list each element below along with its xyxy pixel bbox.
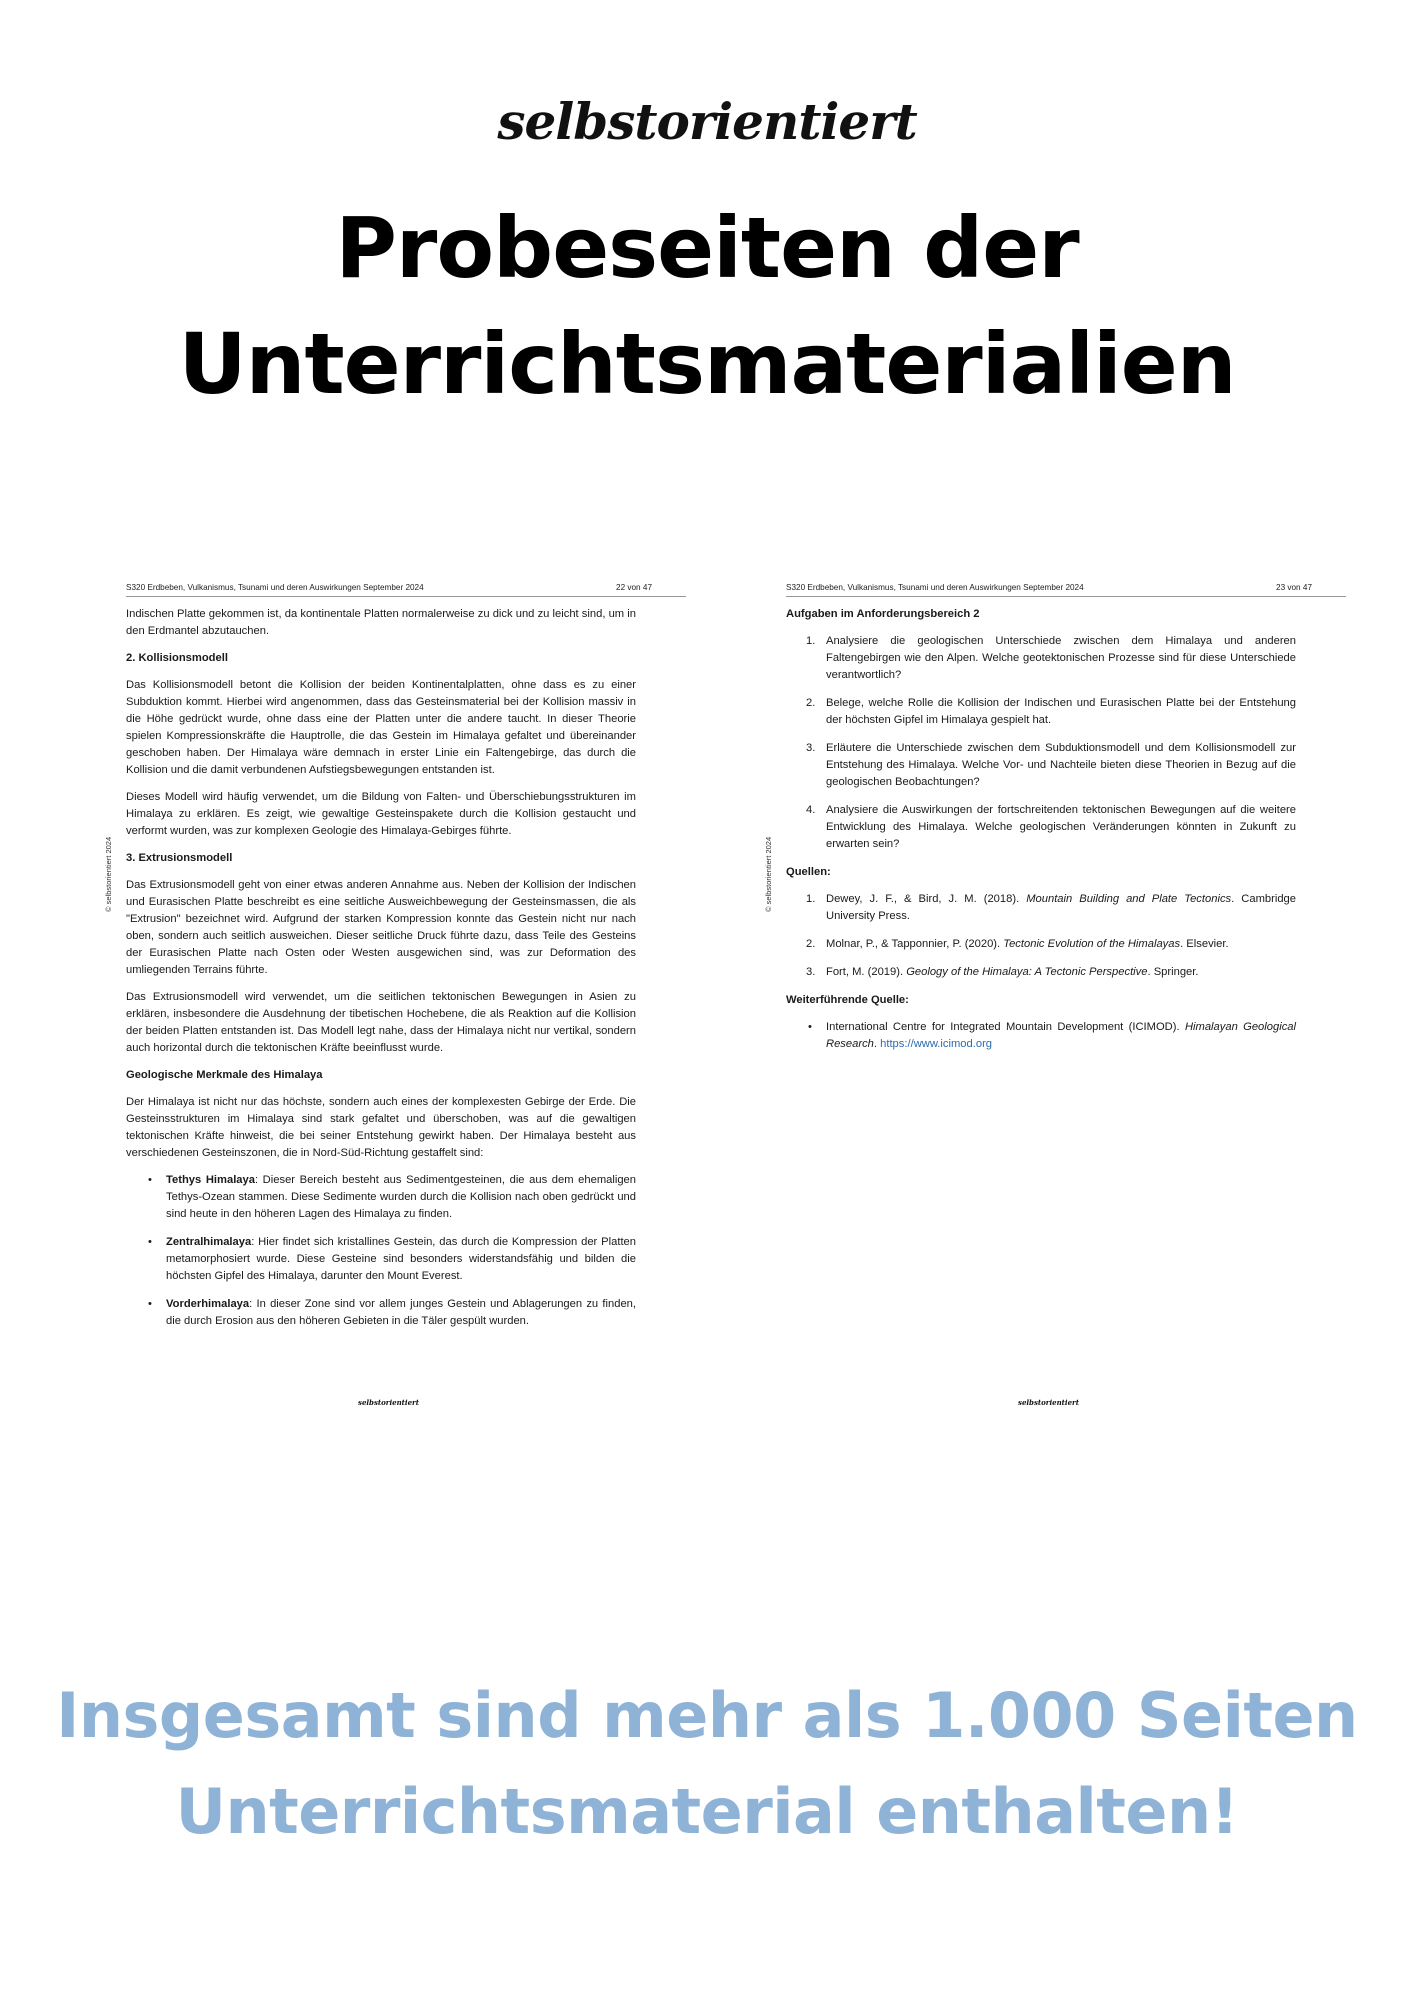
page-header — [126, 582, 686, 597]
task-text: Analysiere die Auswirkungen der fortschreitenden tektonischen Bewegungen auf die weitere Entwicklung des Himalaya. Welche geologischen Veränderungen könnten in Zukunft zu erwarten sein? — [826, 804, 1296, 850]
page-body — [786, 606, 1296, 1064]
bullet-icon: • — [808, 1021, 812, 1033]
source-text: Dewey, J. F., & Bird, J. M. (2018). — [826, 893, 1027, 905]
further-source-list — [786, 1019, 1296, 1053]
source-item — [786, 964, 1296, 981]
promo-text-line-1: Insgesamt sind mehr als 1.000 Seiten — [56, 1679, 1358, 1752]
footer-logo: selbstorientiert — [1018, 1398, 1079, 1407]
task-text: Erläutere die Unterschiede zwischen dem Subduktionsmodell und dem Kollisionsmodell zur Entstehung des Himalaya. Welche Vor- und Nachteile bieten diese Theorien in Bezug auf die geologischen Beobachtungen? — [826, 742, 1296, 788]
task-number: 2. — [806, 697, 816, 709]
page-title-line-1: Probeseiten der — [335, 199, 1079, 297]
paragraph-merkmale: Der Himalaya ist nicht nur das höchste, sondern auch eines der komplexesten Gebirge der Erde. Die Gesteinsstrukturen im Himalaya sind stark gefaltet und überschoben, was auf die gewaltigen tektonischen Kräfte hinweist, die bei seiner Entstehung gewirkt haben. Der Himalaya besteht aus verschiedenen Gesteinszonen, die in Nord-Süd-Richtung gestaffelt sind: — [126, 1096, 636, 1159]
task-number: 1. — [806, 635, 816, 647]
page-number: 23 von 47 — [1276, 583, 1312, 592]
bullet-icon: • — [148, 1298, 152, 1310]
heading-aufgaben: Aufgaben im Anforderungsbereich 2 — [786, 608, 980, 620]
source-title: Geology of the Himalaya: A Tectonic Perspective — [906, 966, 1148, 978]
list-item-term: Vorderhimalaya — [166, 1298, 250, 1310]
promo-text-line-2: Unterrichtsmaterial enthalten! — [175, 1775, 1239, 1848]
source-publisher: . Elsevier. — [1180, 938, 1229, 950]
promo-text — [0, 1668, 1414, 1860]
header-title: S320 Erdbeben, Vulkanismus, Tsunami und deren Auswirkungen September 2024 — [786, 583, 1084, 592]
task-list — [786, 633, 1296, 853]
page-title-line-2: Unterrichtsmaterialien — [178, 315, 1236, 413]
zone-list — [126, 1172, 636, 1330]
further-source-item — [786, 1019, 1296, 1053]
task-item — [786, 695, 1296, 729]
sample-page-right — [764, 582, 1370, 1407]
task-text: Analysiere die geologischen Unterschiede zwischen dem Himalaya und anderen Faltengebirgen wie den Alpen. Welche geotektonischen Prozesse sind für diese Unterschiede verantwortlich? — [826, 635, 1296, 681]
list-item-term: Zentralhimalaya — [166, 1236, 252, 1248]
task-number: 4. — [806, 804, 816, 816]
task-item — [786, 740, 1296, 791]
list-item-text: : Dieser Bereich besteht aus Sedimentgesteinen, die aus dem ehemaligen Tethys-Ozean stammen. Diese Sedimente wurden durch die Kollision nach oben gedrückt und sind heute in den höheren Lagen des Himalaya zu finden. — [166, 1174, 636, 1220]
bullet-icon: • — [148, 1236, 152, 1248]
paragraph-extrusion-1: Das Extrusionsmodell geht von einer etwas anderen Annahme aus. Neben der Kollision der Indischen und Eurasischen Platte beschreibt es eine seitliche Ausweichbewegung der Gesteinsmassen, die als "Extrusion" bezeichnet wird. Aufgrund der starken Kompression konnte das Gestein nicht nur nach oben, sondern auch seitlich ausweichen. Dieser seitliche Druck führte dazu, dass Teile des Gesteins der Eurasischen Platte nach Osten oder Westen ausgewichen sind, was zur Deformation des umliegenden Terrains führte. — [126, 879, 636, 976]
page-body — [126, 606, 636, 1341]
source-title: Tectonic Evolution of the Himalayas — [1003, 938, 1181, 950]
paragraph-kollision-1: Das Kollisionsmodell betont die Kollision der beiden Kontinentalplatten, ohne dass es zu einer Subduktion kommt. Hierbei wird angenommen, dass das Gesteinsmaterial bei der Kollision massiv in die Höhe gedrückt wurde, ohne dass eine der Platten unter die andere taucht. In dieser Theorie spielen Kompressionskräfte die Hauptrolle, die das Gestein im Himalaya gefaltet und übereinander geschoben haben. Der Himalaya wäre demnach in erster Linie ein Faltengebirge, das durch die Kollision und die damit verbundenen Aufstiegsbewegungen entstanden ist. — [126, 679, 636, 776]
task-text: Belege, welche Rolle die Kollision der Indischen und Eurasischen Platte bei der Entstehung der höchsten Gipfel im Himalaya gespielt hat. — [826, 697, 1296, 726]
page-title — [0, 190, 1414, 422]
source-item — [786, 891, 1296, 925]
source-list — [786, 891, 1296, 981]
source-text: Molnar, P., & Tapponnier, P. (2020). — [826, 938, 1004, 950]
heading-geologische-merkmale: Geologische Merkmale des Himalaya — [126, 1069, 323, 1081]
icimod-link[interactable]: https://www.icimod.org — [880, 1038, 993, 1050]
list-item-text: : In dieser Zone sind vor allem junges Gestein und Ablagerungen zu finden, die durch Erosion aus den höheren Gebieten in die Täler gespült wurden. — [166, 1298, 636, 1327]
source-text: Fort, M. (2019). — [826, 966, 907, 978]
source-publisher: . Springer. — [1147, 966, 1199, 978]
header-title: S320 Erdbeben, Vulkanismus, Tsunami und deren Auswirkungen September 2024 — [126, 583, 424, 592]
source-publisher: . Cambridge University Press. — [826, 893, 1296, 922]
vertical-copyright: © selbstorientiert 2024 — [104, 836, 113, 912]
further-source-title: Himalayan Geological Research — [826, 1021, 1296, 1050]
brand-logo: selbstorientiert — [497, 92, 917, 151]
task-item — [786, 633, 1296, 684]
source-number: 1. — [806, 893, 816, 905]
sample-page-left — [104, 582, 710, 1407]
bullet-icon: • — [148, 1174, 152, 1186]
list-item — [126, 1234, 636, 1285]
list-item-term: Tethys Himalaya — [166, 1174, 255, 1186]
heading-weiterfuehrende-quelle: Weiterführende Quelle: — [786, 994, 909, 1006]
task-item — [786, 802, 1296, 853]
heading-kollisionsmodell: 2. Kollisionsmodell — [126, 652, 228, 664]
heading-extrusionsmodell: 3. Extrusionsmodell — [126, 852, 233, 864]
further-source-text: International Centre for Integrated Mountain Development (ICIMOD). — [826, 1021, 1185, 1033]
list-item-text: : Hier findet sich kristallines Gestein, das durch die Kompression der Platten metamorphosiert wurde. Diese Gesteine sind besonders widerstandsfähig und bilden die höchsten Gipfel des Himalaya, darunter den Mount Everest. — [166, 1236, 636, 1282]
vertical-copyright: © selbstorientiert 2024 — [764, 836, 773, 912]
source-item — [786, 936, 1296, 953]
list-item — [126, 1296, 636, 1330]
paragraph-extrusion-2: Das Extrusionsmodell wird verwendet, um die seitlichen tektonischen Bewegungen in Asien zu erklären, insbesondere die Ausdehnung der tibetischen Hochebene, die als Reaktion auf die Kollision der beiden Platten entstanden ist. Das Modell legt nahe, dass der Himalaya nicht nur vertikal, sondern auch horizontal durch die tektonischen Kräfte beeinflusst wurde. — [126, 991, 636, 1054]
page-number: 22 von 47 — [616, 583, 652, 592]
paragraph-kollision-2: Dieses Modell wird häufig verwendet, um die Bildung von Falten- und Überschiebungsstrukturen im Himalaya zu erklären. Es zeigt, wie gewaltige Gesteinspakete durch die Kollision gestaucht und verformt wurden, was zur komplexen Geologie des Himalaya-Gebirges führte. — [126, 791, 636, 837]
source-number: 2. — [806, 938, 816, 950]
task-number: 3. — [806, 742, 816, 754]
source-title: Mountain Building and Plate Tectonics — [1026, 893, 1232, 905]
heading-quellen: Quellen: — [786, 866, 831, 878]
paragraph-intro: Indischen Platte gekommen ist, da kontinentale Platten normalerweise zu dick und zu leicht sind, um in den Erdmantel abzutauchen. — [126, 608, 636, 637]
source-number: 3. — [806, 966, 816, 978]
list-item — [126, 1172, 636, 1223]
footer-logo: selbstorientiert — [358, 1398, 419, 1407]
page-header — [786, 582, 1346, 597]
further-source-sep: . — [873, 1038, 881, 1050]
